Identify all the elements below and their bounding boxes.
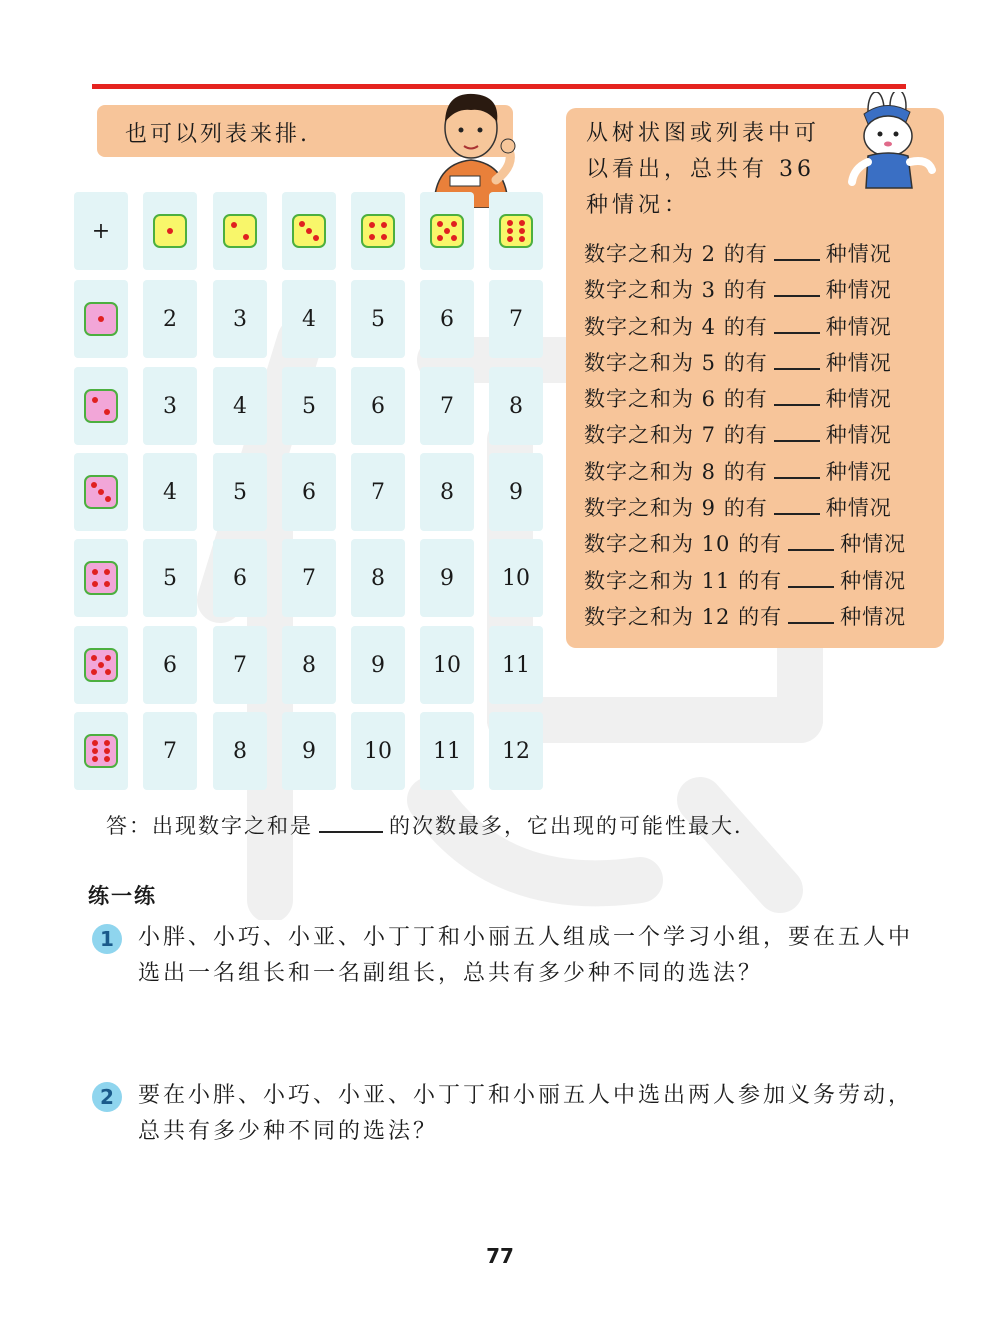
sum-value: 4: [163, 479, 177, 505]
info-line-prefix: 数字之和为 10 的有: [584, 532, 783, 557]
info-line: [584, 272, 906, 308]
sum-value: 11: [433, 738, 461, 764]
table-row-header-cell: [74, 712, 128, 790]
die-face-4-icon: [361, 214, 395, 248]
sum-value: 12: [502, 738, 530, 764]
table-sum-cell: [282, 453, 336, 531]
answer-line: [106, 810, 757, 840]
rabbit-illustration: [846, 92, 938, 192]
sum-value: 8: [302, 652, 316, 678]
sum-value: 2: [163, 306, 177, 332]
sum-value: 8: [233, 738, 247, 764]
table-sum-cell: [351, 367, 405, 445]
sum-value: 4: [302, 306, 316, 332]
die-face-2-icon: [223, 214, 257, 248]
table-sum-cell: [351, 453, 405, 531]
die-face-5-icon: [430, 214, 464, 248]
table-sum-cell: [282, 712, 336, 790]
info-line-prefix: 数字之和为 6 的有: [584, 387, 768, 412]
info-line-suffix: 种情况: [825, 496, 892, 521]
question-badge-2: 2: [92, 1082, 122, 1112]
info-line-suffix: 种情况: [825, 387, 892, 412]
table-sum-cell: [420, 539, 474, 617]
table-sum-cell: [213, 367, 267, 445]
sum-value: 7: [509, 306, 523, 332]
info-line-blank[interactable]: [774, 420, 820, 442]
table-header-cell: [282, 192, 336, 270]
table-sum-cell: [420, 453, 474, 531]
sum-value: 9: [440, 565, 454, 591]
sum-value: 8: [371, 565, 385, 591]
info-line-suffix: 种情况: [825, 459, 892, 484]
die-face-6-icon: [499, 214, 533, 248]
info-line-prefix: 数字之和为 8 的有: [584, 459, 768, 484]
die-face-2-icon: [84, 389, 118, 423]
info-line-suffix: 种情况: [840, 532, 907, 557]
table-sum-cell: [489, 453, 543, 531]
table-row-header-cell: [74, 626, 128, 704]
sum-value: 7: [302, 565, 316, 591]
sum-value: 7: [233, 652, 247, 678]
table-sum-cell: [213, 453, 267, 531]
info-line-prefix: 数字之和为 9 的有: [584, 496, 768, 521]
sum-value: 9: [371, 652, 385, 678]
die-face-1-icon: [153, 214, 187, 248]
sum-value: 8: [440, 479, 454, 505]
table-sum-cell: [143, 280, 197, 358]
note-text: 也可以列表来排.: [125, 122, 310, 147]
info-line-blank[interactable]: [774, 493, 820, 515]
info-line-prefix: 数字之和为 2 的有: [584, 242, 768, 266]
info-line: [584, 345, 906, 381]
table-sum-cell: [489, 539, 543, 617]
info-line-prefix: 数字之和为 11 的有: [584, 568, 783, 593]
table-header-cell: [213, 192, 267, 270]
sum-value: 3: [233, 306, 247, 332]
sum-value: 6: [233, 565, 247, 591]
sum-value: 7: [440, 393, 454, 419]
table-header-cell: [351, 192, 405, 270]
table-sum-cell: [213, 626, 267, 704]
table-sum-cell: [351, 280, 405, 358]
info-line-blank[interactable]: [774, 275, 820, 297]
info-line-blank[interactable]: [774, 348, 820, 370]
table-row-header-cell: [74, 367, 128, 445]
table-sum-cell: [143, 539, 197, 617]
sum-value: 9: [509, 479, 523, 505]
info-line: [584, 309, 906, 345]
info-line-blank[interactable]: [774, 457, 820, 479]
question-badge-1: 1: [92, 924, 122, 954]
table-header-cell: [420, 192, 474, 270]
table-sum-cell: [489, 712, 543, 790]
sum-value: 3: [163, 393, 177, 419]
table-header-cell: [489, 192, 543, 270]
info-line: [584, 526, 906, 562]
info-line-suffix: 种情况: [840, 604, 907, 629]
answer-blank[interactable]: [319, 811, 383, 833]
die-face-3-icon: [292, 214, 326, 248]
info-line-suffix: 种情况: [840, 568, 907, 593]
info-line: [584, 490, 906, 526]
info-line-suffix: 种情况: [825, 350, 892, 375]
table-sum-cell: [213, 539, 267, 617]
sum-value: 5: [233, 479, 247, 505]
question-1: 小胖、小巧、小亚、小丁丁和小丽五人组成一个学习小组，要在五人中选出一名组长和一名副组长，总共有多少种不同的选法？: [138, 925, 914, 986]
die-face-6-icon: [84, 734, 118, 768]
die-face-3-icon: [84, 475, 118, 509]
table-row-header-cell: [74, 539, 128, 617]
info-line: [584, 563, 906, 599]
info-line-prefix: 数字之和为 7 的有: [584, 423, 768, 448]
sum-value: 10: [364, 738, 392, 764]
info-line: [584, 599, 906, 635]
sum-value: 8: [509, 393, 523, 419]
info-line-prefix: 数字之和为 12 的有: [584, 604, 783, 629]
table-header-cell: [143, 192, 197, 270]
sum-value: 6: [302, 479, 316, 505]
table-sum-cell: [143, 367, 197, 445]
answer-suffix: 的次数最多，它出现的可能性最大．: [389, 814, 757, 838]
table-sum-cell: [420, 712, 474, 790]
table-sum-cell: [351, 539, 405, 617]
info-line-blank[interactable]: [774, 239, 820, 261]
info-line-blank[interactable]: [774, 384, 820, 406]
table-sum-cell: [420, 626, 474, 704]
info-lines: [584, 236, 906, 635]
sum-value: 6: [440, 306, 454, 332]
table-sum-cell: [143, 626, 197, 704]
info-line-blank[interactable]: [788, 566, 834, 588]
die-face-5-icon: [84, 648, 118, 682]
die-face-1-icon: [84, 302, 118, 336]
info-line-blank[interactable]: [788, 602, 834, 624]
table-sum-cell: [420, 367, 474, 445]
sum-value: 7: [163, 738, 177, 764]
info-line-suffix: 种情况: [825, 314, 892, 339]
info-line-prefix: 数字之和为 5 的有: [584, 350, 768, 375]
boy-illustration: [416, 84, 526, 208]
info-intro: 从树状图或列表中可以看出，总共有 36 种情况：: [586, 121, 821, 218]
info-line-blank[interactable]: [774, 312, 820, 334]
info-line: [584, 381, 906, 417]
table-sum-cell: [143, 712, 197, 790]
page-number: 77: [486, 1244, 514, 1268]
sum-value: 5: [302, 393, 316, 419]
die-face-4-icon: [84, 561, 118, 595]
info-line-suffix: 种情况: [825, 242, 892, 266]
sum-value: 11: [502, 652, 530, 678]
info-line: [584, 236, 906, 272]
table-sum-cell: [282, 539, 336, 617]
table-sum-cell: [351, 626, 405, 704]
answer-prefix: 答：出现数字之和是: [106, 814, 313, 838]
sum-value: 4: [233, 393, 247, 419]
info-line: [584, 417, 906, 453]
info-line-prefix: 数字之和为 4 的有: [584, 314, 768, 339]
sum-value: 10: [502, 565, 530, 591]
question-2: 要在小胖、小巧、小亚、小丁丁和小丽五人中选出两人参加义务劳动，总共有多少种不同的选法？: [138, 1083, 914, 1144]
sum-value: 5: [163, 565, 177, 591]
table-sum-cell: [489, 367, 543, 445]
sum-value: 6: [371, 393, 385, 419]
table-sum-cell: [282, 626, 336, 704]
table-sum-cell: [213, 280, 267, 358]
sum-value: 10: [433, 652, 461, 678]
table-sum-cell: [143, 453, 197, 531]
info-line-blank[interactable]: [788, 529, 834, 551]
table-sum-cell: [489, 280, 543, 358]
sum-value: 7: [371, 479, 385, 505]
table-row-header-cell: [74, 280, 128, 358]
info-line-suffix: 种情况: [825, 278, 892, 303]
info-line-prefix: 数字之和为 3 的有: [584, 278, 768, 303]
table-corner-plus: +: [91, 218, 111, 244]
table-sum-cell: [213, 712, 267, 790]
info-line-suffix: 种情况: [825, 423, 892, 448]
table-sum-cell: [420, 280, 474, 358]
table-corner: [74, 192, 128, 270]
info-line: [584, 454, 906, 490]
table-sum-cell: [351, 712, 405, 790]
table-sum-cell: [282, 367, 336, 445]
practice-title: 练一练: [88, 883, 157, 908]
table-row-header-cell: [74, 453, 128, 531]
table-sum-cell: [489, 626, 543, 704]
sum-value: 9: [302, 738, 316, 764]
sum-value: 6: [163, 652, 177, 678]
table-sum-cell: [282, 280, 336, 358]
sum-value: 5: [371, 306, 385, 332]
